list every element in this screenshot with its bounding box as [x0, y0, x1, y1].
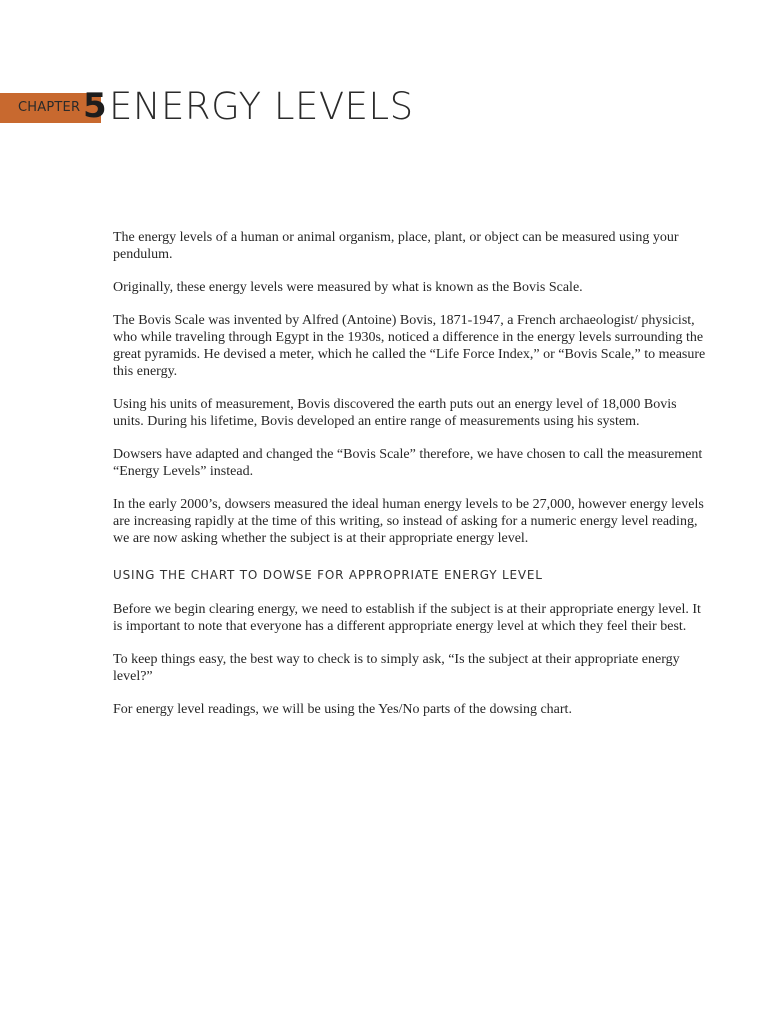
chapter-title: ENERGY LEVELS	[109, 85, 414, 128]
paragraph: Before we begin clearing energy, we need to establish if the subject is at their appropriate energy level. It is important to note that everyone has a different appropriate energy level at which they feel their best.	[113, 602, 701, 634]
paragraph: Using his units of measurement, Bovis discovered the earth puts out an energy level of 18,000 Bovis units. During his lifetime, Bovis developed an entire range of measurements using his system.	[113, 397, 677, 429]
body-text	[113, 229, 708, 734]
chapter-label: CHAPTER	[18, 100, 81, 115]
paragraph: To keep things easy, the best way to check is to simply ask, “Is the subject at their appropriate energy level?”	[113, 652, 680, 684]
paragraph: For energy level readings, we will be using the Yes/No parts of the dowsing chart.	[113, 702, 572, 717]
paragraph: Originally, these energy levels were measured by what is known as the Bovis Scale.	[113, 280, 583, 295]
chapter-number: 5	[83, 86, 107, 126]
paragraph: In the early 2000’s, dowsers measured the ideal human energy levels to be 27,000, however energy levels are increasing rapidly at the time of this writing, so instead of asking for a numeric energy level reading, we are now asking whether the subject is at their appropriate energy level.	[113, 497, 704, 546]
section-subheading: USING THE CHART TO DOWSE FOR APPROPRIATE ENERGY LEVEL	[113, 568, 543, 582]
paragraph: The Bovis Scale was invented by Alfred (Antoine) Bovis, 1871-1947, a French archaeologist/ physicist, who while traveling through Egypt in the 1930s, noticed a difference in the energy levels surrounding the great pyramids. He devised a meter, which he called the “Life Force Index,” or “Bovis Scale,” to measure this energy.	[113, 313, 706, 379]
paragraph: Dowsers have adapted and changed the “Bovis Scale” therefore, we have chosen to call the measurement “Energy Levels” instead.	[113, 447, 703, 479]
paragraph: The energy levels of a human or animal organism, place, plant, or object can be measured using your pendulum.	[113, 230, 679, 262]
